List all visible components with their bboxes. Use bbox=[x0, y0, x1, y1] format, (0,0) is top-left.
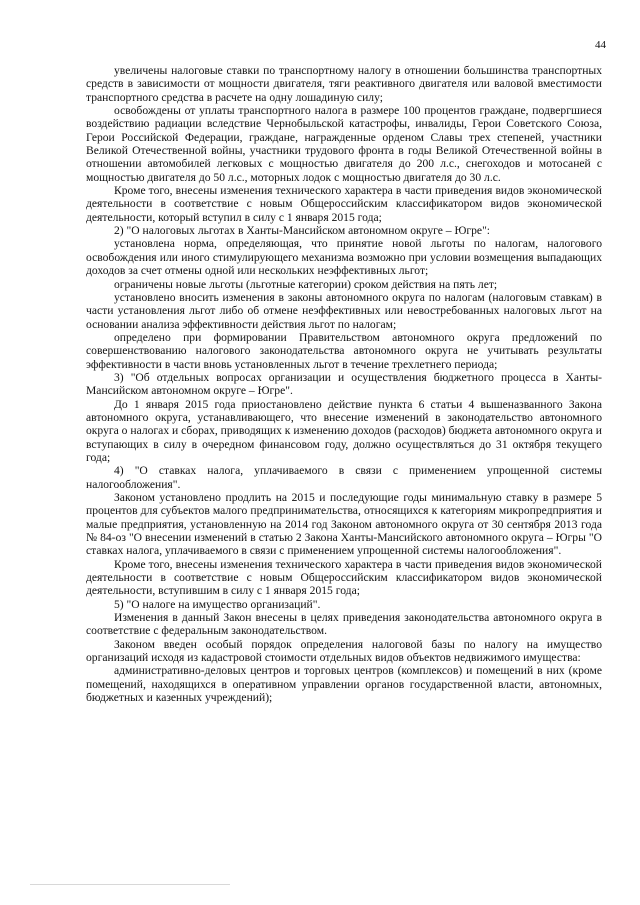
paragraph-minimum-rate-extension: Законом установлено продлить на 2015 и последующие годы минимальную ставку в размере 5 процентов для субъектов малого предпринимательства, относящихся к категориям микропредприятия и малые предприятия, установленную на 2014 год Законом автономного округа от 30 сентября 2013 года № 84-оз "О внесении изменений в статью 2 Закона Ханты-Мансийского автономного округа – Югры "О ставках налога, уплачиваемого в связи с применением упрощенной системы налогообложения". bbox=[86, 491, 602, 558]
paragraph-suspension-clause: До 1 января 2015 года приостановлено действие пункта 6 статьи 4 вышеназванного Закона автономного округа, устанавливающего, что внесение изменений в законодательство автономного округа о налогах и сборах, приводящих к изменению доходов (расходов) бюджета автономного округа и вступающих в силу в очередном финансовом году, должно осуществляться до 31 октября текущего года; bbox=[86, 397, 602, 464]
paragraph-legislation-proposals: определено при формировании Правительством автономного округа предложений по совершенствованию налогового законодательства автономного округа не учитывать результаты эффективности в части вновь установленных льгот в течение трехлетнего периода; bbox=[86, 330, 602, 371]
paragraph-law-2-heading: 2) "О налоговых льготах в Ханты-Мансийском автономном округе – Югре": bbox=[114, 224, 491, 238]
paragraph-law-3-heading: 3) "Об отдельных вопросах организации и осуществления бюджетного процесса в Ханты-Мансийском автономном округе – Югре". bbox=[86, 370, 602, 398]
document-body bbox=[86, 64, 602, 705]
paragraph-law-amendments-analysis: установлено вносить изменения в законы автономного округа по налогам (налоговым ставкам) в части установления льгот либо об отмене неэффективных или невостребованных налоговых льгот на основании анализа эффективности действия льгот по налогам; bbox=[86, 290, 602, 331]
paragraph-technical-changes-classifier: Кроме того, внесены изменения технического характера в части приведения видов экономической деятельности в соответствие с новым Общероссийским классификатором видов экономической деятельности, который вступил в силу с 1 января 2015 года; bbox=[86, 184, 602, 224]
paragraph-new-benefit-norm: установлена норма, определяющая, что принятие новой льготы по налогам, налогового освобождения или иного стимулирующего механизма возможно при условии возмещения выпадающих доходов за счет отмены одной или нескольких неэффективных льгот; bbox=[86, 237, 602, 278]
paragraph-technical-changes-classifier-2: Кроме того, внесены изменения технического характера в части приведения видов экономической деятельности в соответствие с новым Общероссийским классификатором видов экономической деятельности, вступившим в силу с 1 января 2015 года; bbox=[86, 557, 602, 598]
footer-divider bbox=[30, 884, 230, 885]
paragraph-law-4-heading: 4) "О ставках налога, уплачиваемого в связи с применением упрощенной системы налогообложения". bbox=[86, 464, 602, 491]
paragraph-law-5-heading: 5) "О налоге на имущество организаций". bbox=[114, 597, 321, 611]
paragraph-benefit-term-limit: ограничены новые льготы (льготные категории) сроком действия на пять лет; bbox=[114, 277, 498, 291]
paragraph-federal-alignment: Изменения в данный Закон внесены в целях приведения законодательства автономного округа в соответствие с федеральным законодательством. bbox=[86, 611, 602, 638]
paragraph-transport-tax-exemptions: освобождены от уплаты транспортного налога в размере 100 процентов граждане, подвергшиеся воздействию радиации вследствие Чернобыльской катастрофы, инвалиды, Герои Советского Союза, Герои Российской Федерации, граждане, награжденные орденом Славы трех степеней, участники Великой Отечественной войны, участники трудового фронта в годы Великой Отечественной войны в отношении автомобилей легковых с мощностью двигателя до 200 л.с., снегоходов и мотосаней с мощностью двигателя до 50 л.с., моторных лодок с мощностью двигателя до 30 л.с. bbox=[86, 104, 602, 184]
page-number: 44 bbox=[595, 39, 606, 51]
paragraph-transport-tax-rates: увеличены налоговые ставки по транспортному налогу в отношении большинства транспортных средств в зависимости от мощности двигателя, тяги реактивного двигателя или валовой вместимости транспортного средства в расчете на одну лошадиную силу; bbox=[86, 64, 602, 104]
paragraph-cadastral-value-base: Законом введен особый порядок определения налоговой базы по налогу на имущество организаций исходя из кадастровой стоимости отдельных видов объектов недвижимого имущества: bbox=[86, 637, 602, 665]
paragraph-business-centers: административно-деловых центров и торговых центров (комплексов) и помещений в них (кроме помещений, находящихся в оперативном управлении органов государственной власти, автономных, бюджетных и казенных учреждений); bbox=[86, 664, 602, 705]
